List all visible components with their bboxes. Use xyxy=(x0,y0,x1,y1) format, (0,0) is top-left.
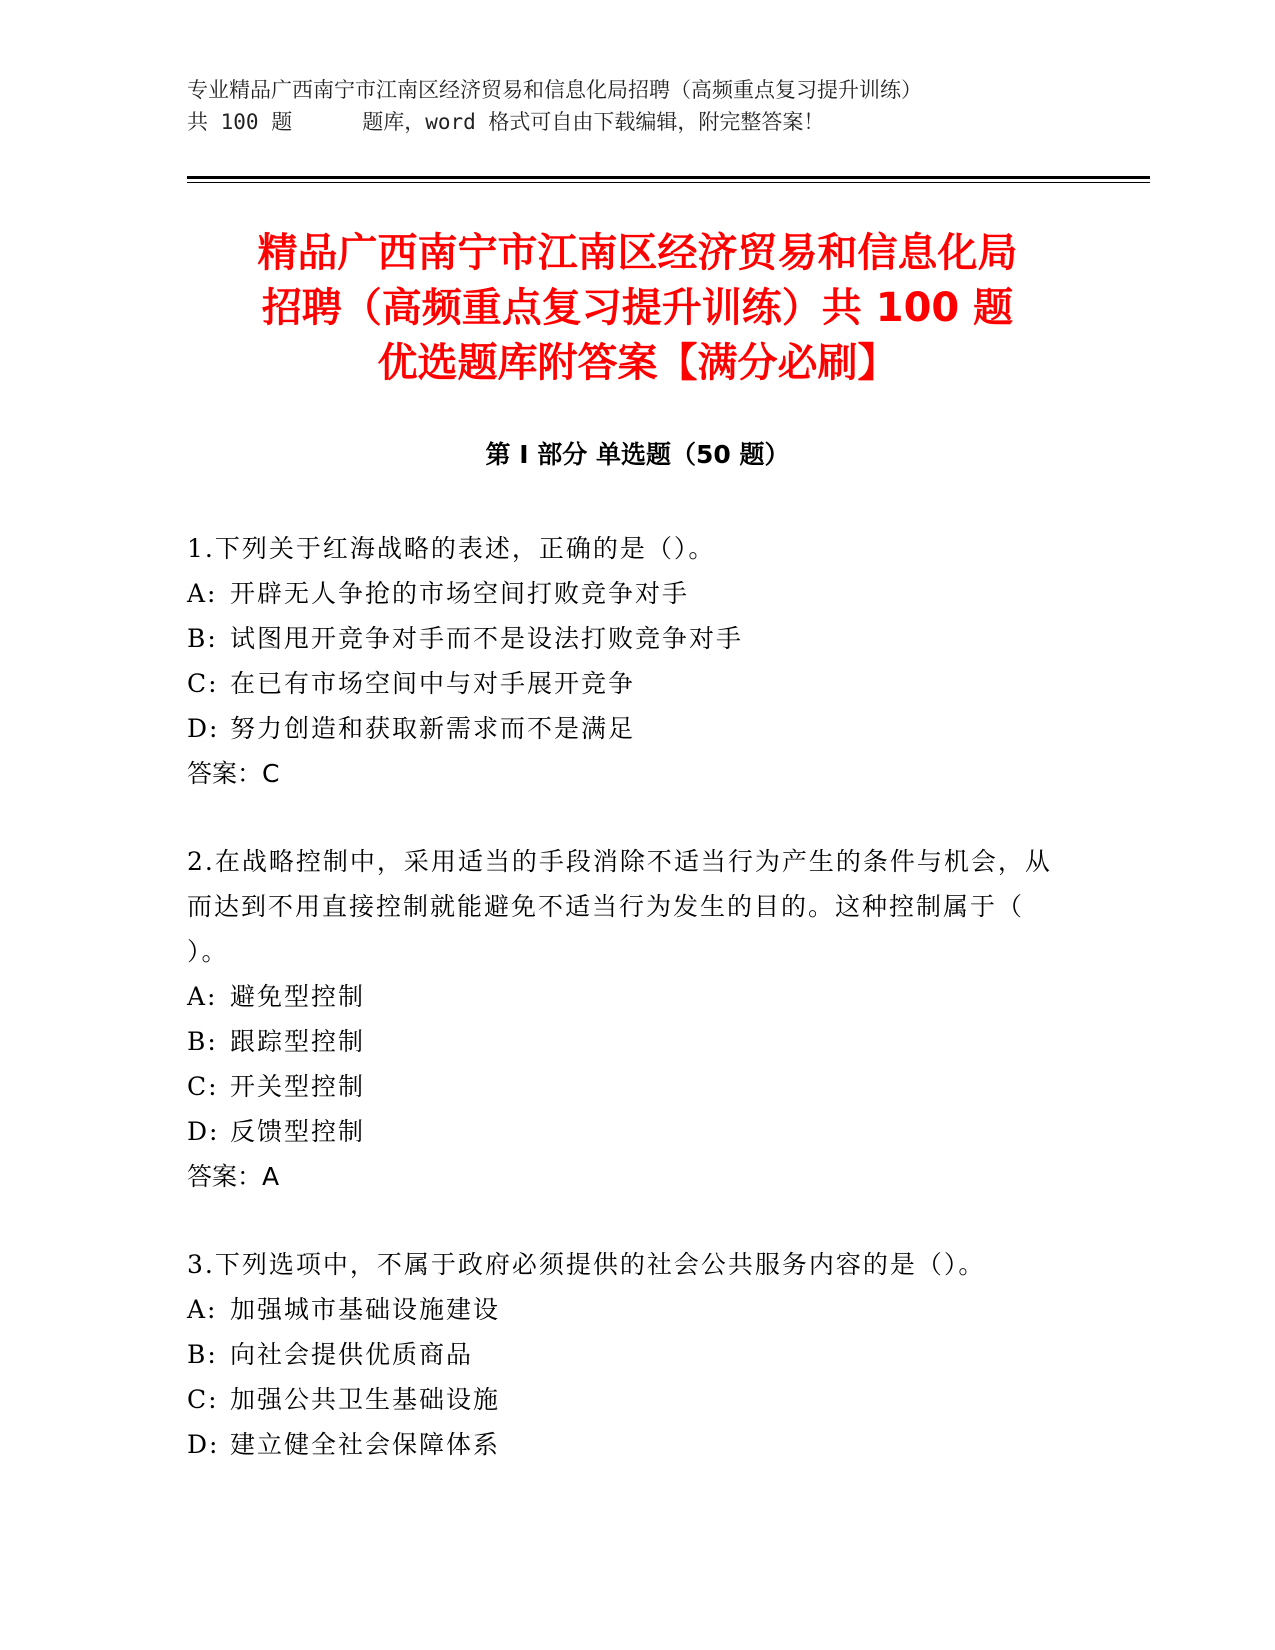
option-b: B: 跟踪型控制 xyxy=(187,1027,366,1056)
section-heading: 第 I 部分 单选题（50 题） xyxy=(485,440,790,469)
question-stem: 3.下列选项中，不属于政府必须提供的社会公共服务内容的是（）。 xyxy=(187,1250,986,1279)
document-title xyxy=(150,226,1125,391)
question-stem: 2.在战略控制中，采用适当的手段消除不适当行为产生的条件与机会，从而达到不用直接控制就能避免不适当行为发生的目的。这种控制属于（ ）。 xyxy=(187,847,1160,966)
question-list xyxy=(187,526,1160,1510)
header-question-count: 共 100 题 xyxy=(187,110,293,134)
header-rule-thin xyxy=(187,182,1150,183)
option-c: C: 在已有市场空间中与对手展开竞争 xyxy=(187,669,636,698)
option-d: D: 建立健全社会保障体系 xyxy=(187,1430,501,1459)
option-b: B: 试图甩开竞争对手而不是设法打败竞争对手 xyxy=(187,624,744,653)
header-rule-thick xyxy=(187,176,1150,179)
question-3 xyxy=(187,1242,1067,1467)
option-c: C: 加强公共卫生基础设施 xyxy=(187,1385,501,1414)
title-line-2: 招聘（高频重点复习提升训练）共 100 题 xyxy=(261,285,1014,331)
header-description: 题库，word 格式可自由下载编辑，附完整答案！ xyxy=(362,110,825,134)
option-b: B: 向社会提供优质商品 xyxy=(187,1340,474,1369)
option-a: A: 避免型控制 xyxy=(187,982,366,1011)
option-d: D: 努力创造和获取新需求而不是满足 xyxy=(187,714,636,743)
title-line-1: 精品广西南宁市江南区经济贸易和信息化局 xyxy=(257,230,1018,276)
question-1 xyxy=(187,526,1067,796)
option-a: A: 开辟无人争抢的市场空间打败竞争对手 xyxy=(187,579,690,608)
option-a: A: 加强城市基础设施建设 xyxy=(187,1295,501,1324)
question-2 xyxy=(187,839,1160,1199)
header-line-1: 专业精品广西南宁市江南区经济贸易和信息化局招聘（高频重点复习提升训练） xyxy=(187,78,922,102)
header-line-2 xyxy=(187,106,1087,138)
option-d: D: 反馈型控制 xyxy=(187,1117,366,1146)
answer-line: 答案：A xyxy=(187,1162,280,1191)
answer-line: 答案：C xyxy=(187,759,280,788)
option-c: C: 开关型控制 xyxy=(187,1072,366,1101)
title-line-3: 优选题库附答案【满分必刷】 xyxy=(377,340,898,386)
page-header xyxy=(187,74,1087,138)
question-stem: 1.下列关于红海战略的表述，正确的是（）。 xyxy=(187,534,716,563)
